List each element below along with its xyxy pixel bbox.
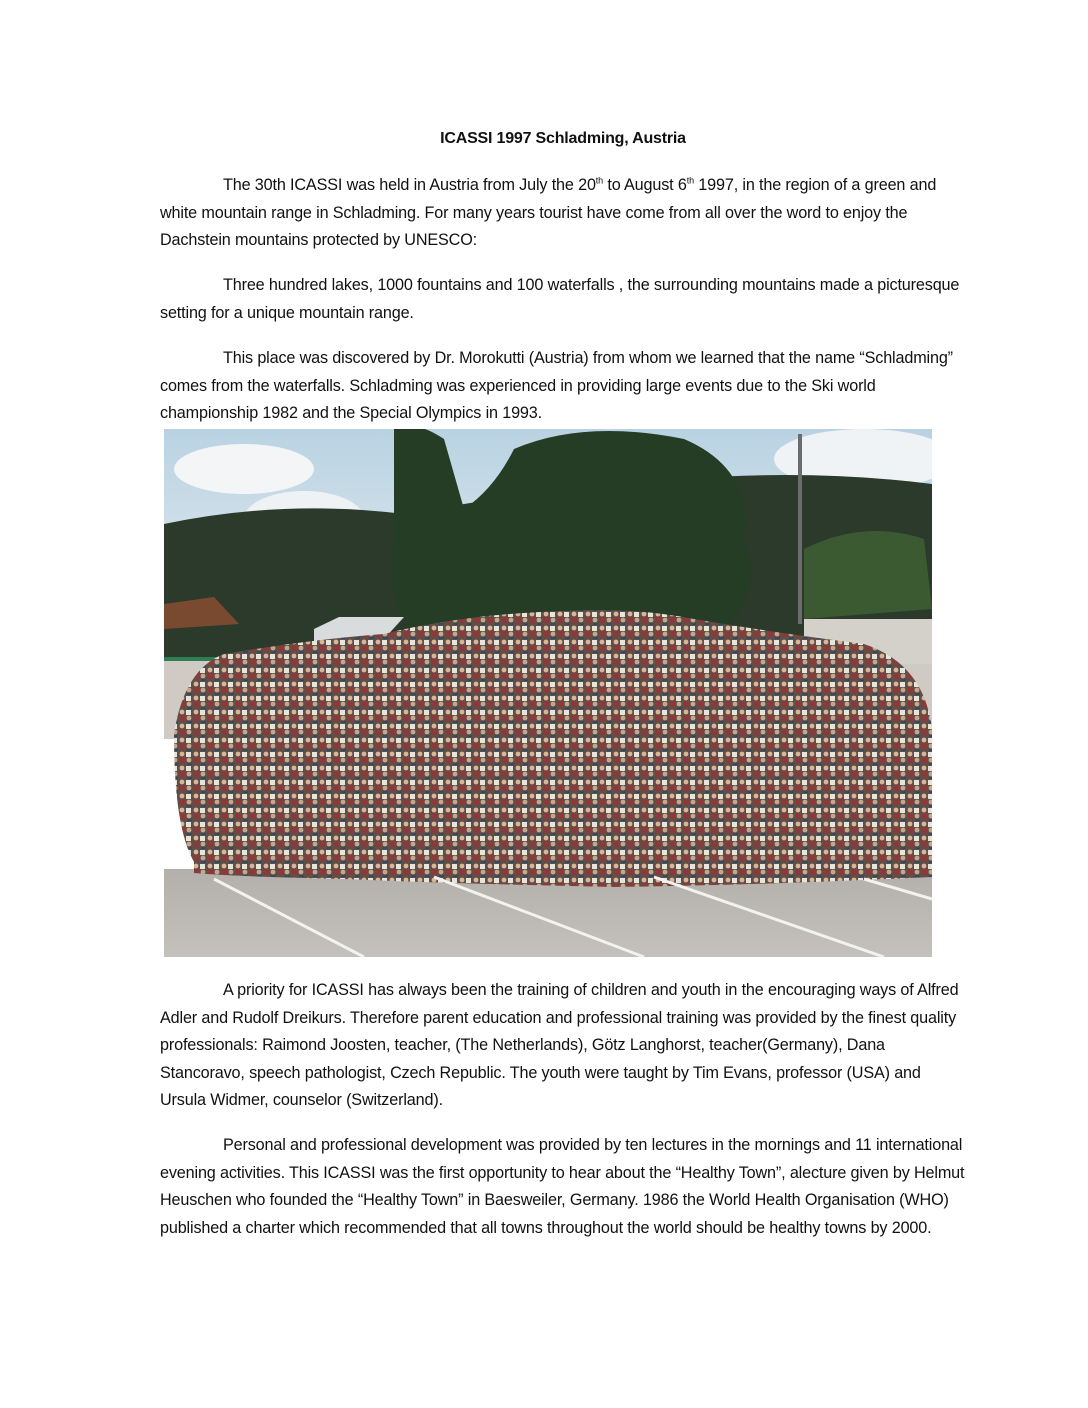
paragraph-text: A priority for ICASSI has always been the training of children and youth in the encouraging ways of Alfred Adler and Rudolf Dreikurs. Therefore parent education and professional training was provided by the finest quality professionals: Raimond Joosten, teacher, (The Netherlands), Götz Langhorst, teacher(Germany), Dana Stancoravo, speech pathologist, Czech Republic. The youth were taught by Tim Evans, professor (USA) and Ursula Widmer, counselor (Switzerland). bbox=[160, 981, 959, 1109]
ordinal-suffix: th bbox=[595, 175, 604, 186]
group-photo bbox=[164, 429, 932, 957]
paragraph-text: Personal and professional development was provided by ten lectures in the mornings and 11 international evening activities. This ICASSI was the first opportunity to hear about the “Healthy Town”, alecture given by Helmut Heuschen who founded the “Healthy Town” in Baesweiler, Germany. 1986 the World Health Organisation (WHO) published a charter which recommended that all towns throughout the world should be healthy towns by 2000. bbox=[160, 1136, 965, 1237]
paragraph-lakes bbox=[160, 272, 970, 327]
group-photo-illustration bbox=[164, 429, 932, 957]
light-pole bbox=[798, 434, 802, 624]
tree bbox=[804, 531, 932, 619]
paragraph-text: Three hundred lakes, 1000 fountains and 100 waterfalls , the surrounding mountains made a picturesque setting for a unique mountain range. bbox=[160, 276, 960, 322]
paragraph-text: 1997, in the region of a green and white mountain range in Schladming. For many years tourist have come from all over the word to enjoy the Dachstein mountains protected by UNESCO: bbox=[160, 176, 937, 249]
ordinal-suffix: th bbox=[686, 175, 694, 186]
paragraph-development bbox=[160, 1132, 970, 1242]
paragraph-text: to August 6 bbox=[603, 176, 687, 194]
paragraph-discovery bbox=[160, 345, 970, 428]
cloud bbox=[174, 444, 314, 494]
paragraph-intro bbox=[160, 172, 970, 255]
crowd-front bbox=[194, 820, 932, 887]
paragraph-priority bbox=[160, 977, 970, 1115]
paragraph-text: The 30th ICASSI was held in Austria from July the 20 bbox=[223, 176, 596, 194]
document-title: ICASSI 1997 Schladming, Austria bbox=[440, 130, 686, 147]
paragraph-text: This place was discovered by Dr. Morokutti (Austria) from whom we learned that the name “Schladming” comes from the waterfalls. Schladming was experienced in providing large events due to the Ski world championship 1982 and the Special Olympics in 1993. bbox=[160, 349, 953, 422]
